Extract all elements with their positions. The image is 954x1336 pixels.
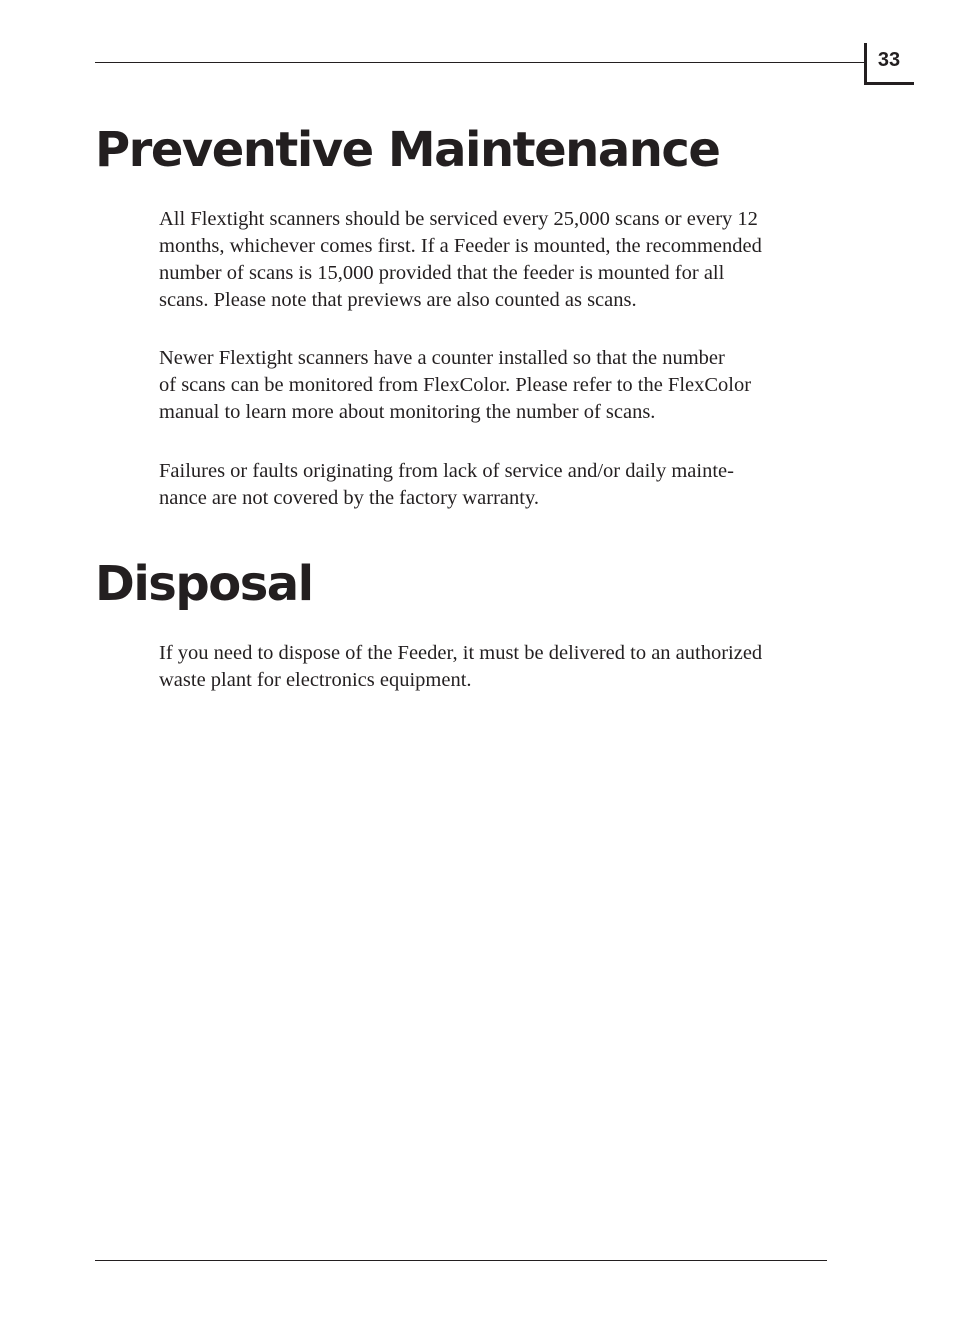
text-line: manual to learn more about monitoring the number of scans. [159,401,656,423]
text-line: of scans can be monitored from FlexColor. Please refer to the FlexColor [159,374,752,396]
paragraph-warranty [159,458,734,512]
paragraph-disposal [159,640,762,694]
text-line: All Flextight scanners should be serviced every 25,000 scans or every 12 [159,208,758,230]
page-number: 33 [877,49,901,71]
text-line: Failures or faults originating from lack of service and/or daily mainte- [159,460,734,482]
text-line: scans. Please note that previews are also counted as scans. [159,289,637,311]
text-line: months, whichever comes first. If a Feeder is mounted, the recommended [159,235,762,257]
text-line: Newer Flextight scanners have a counter installed so that the number [159,347,725,369]
text-line: waste plant for electronics equipment. [159,669,472,691]
text-line: number of scans is 15,000 provided that the feeder is mounted for all [159,262,725,284]
text-line: nance are not covered by the factory warranty. [159,487,540,509]
heading-preventive-maintenance: Preventive Maintenance [95,122,720,178]
header-rule [95,62,864,63]
paragraph-service-interval [159,206,762,314]
heading-disposal: Disposal [95,556,313,612]
text-line: If you need to dispose of the Feeder, it must be delivered to an authorized [159,642,763,664]
footer-rule [95,1260,827,1261]
paragraph-scan-counter [159,345,751,426]
